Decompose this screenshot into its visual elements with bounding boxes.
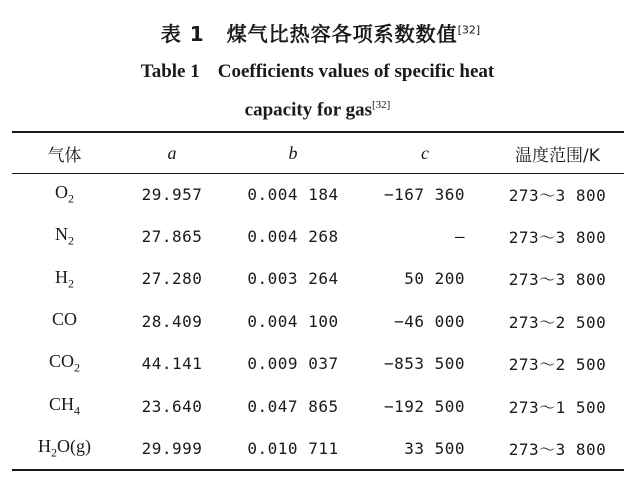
header-c: c bbox=[421, 142, 429, 163]
gas-cell bbox=[12, 215, 117, 257]
temperature-range-value: 273～2 500 bbox=[508, 355, 607, 375]
gas-cell bbox=[12, 427, 117, 469]
gas-cell bbox=[12, 173, 117, 215]
header-a: a bbox=[167, 142, 177, 163]
c-value: 33 500 bbox=[404, 439, 465, 459]
coefficients-table bbox=[12, 133, 624, 470]
a-value: 23.640 bbox=[141, 396, 203, 416]
header-temperature-range: 温度范围/K bbox=[515, 145, 600, 166]
a-value: 27.280 bbox=[141, 269, 203, 289]
c-value: 50 200 bbox=[404, 269, 465, 289]
reference-en: [32] bbox=[372, 99, 391, 111]
table-row bbox=[12, 258, 624, 300]
gas-cell bbox=[12, 258, 117, 300]
caption-title-cn: 煤气比热容各项系数数值 bbox=[226, 22, 458, 46]
english-caption-line-1 bbox=[0, 61, 635, 83]
temperature-range-value: 273～3 800 bbox=[508, 185, 607, 205]
a-value: 44.141 bbox=[141, 354, 203, 374]
gas-cell bbox=[12, 343, 117, 385]
temperature-range-value: 273～2 500 bbox=[508, 312, 607, 332]
table-row bbox=[12, 343, 624, 385]
c-value: −167 360 bbox=[383, 184, 465, 204]
a-value: 27.865 bbox=[141, 227, 203, 247]
temperature-range-value: 273～1 500 bbox=[508, 397, 607, 417]
table-number-cn: 表 1 bbox=[160, 22, 205, 46]
b-value: 0.003 264 bbox=[247, 269, 339, 289]
gas-subscript: 4 bbox=[74, 403, 80, 418]
temperature-range-value: 273～3 800 bbox=[508, 228, 607, 248]
table-row bbox=[12, 300, 624, 342]
table-row bbox=[12, 427, 624, 469]
chinese-caption bbox=[0, 18, 635, 47]
temperature-range-value: 273～3 800 bbox=[508, 270, 607, 290]
header-b: b bbox=[288, 142, 298, 163]
gas-formula: H bbox=[38, 436, 51, 457]
table-row bbox=[12, 215, 624, 257]
a-value: 29.957 bbox=[141, 184, 203, 204]
temperature-range-value: 273～3 800 bbox=[508, 440, 607, 460]
caption-title-en-1: Coefficients values of specific heat bbox=[217, 61, 495, 82]
reference-cn: [32] bbox=[457, 23, 481, 37]
gas-formula: H bbox=[55, 266, 68, 287]
b-value: 0.004 268 bbox=[247, 227, 339, 247]
table-row bbox=[12, 173, 624, 215]
gas-subscript: 2 bbox=[68, 276, 74, 291]
table-header-row bbox=[12, 133, 624, 173]
caption-title-en-2: capacity for gas bbox=[244, 99, 373, 121]
gas-subscript: 2 bbox=[74, 361, 80, 376]
a-value: 29.999 bbox=[141, 439, 203, 459]
table-row bbox=[12, 385, 624, 427]
gas-suffix: O(g) bbox=[57, 436, 91, 457]
b-value: 0.009 037 bbox=[247, 354, 339, 374]
gas-subscript: 2 bbox=[68, 233, 74, 248]
gas-formula: CH bbox=[48, 393, 74, 414]
b-value: 0.010 711 bbox=[247, 439, 339, 459]
c-value: −192 500 bbox=[383, 396, 465, 416]
b-value: 0.004 100 bbox=[247, 311, 339, 331]
gas-cell bbox=[12, 300, 117, 342]
gas-formula: O bbox=[55, 181, 68, 202]
c-value: −853 500 bbox=[383, 354, 465, 374]
b-value: 0.047 865 bbox=[247, 396, 339, 416]
gas-subscript: 2 bbox=[68, 191, 74, 206]
header-gas: 气体 bbox=[47, 145, 82, 166]
b-value: 0.004 184 bbox=[247, 184, 339, 204]
c-value: −46 000 bbox=[394, 311, 465, 331]
gas-subscript: 2 bbox=[51, 445, 57, 460]
table-number-en: Table 1 bbox=[140, 61, 200, 82]
gas-cell bbox=[12, 385, 117, 427]
english-caption-line-2 bbox=[0, 99, 635, 121]
gas-formula: CO bbox=[51, 309, 77, 330]
a-value: 28.409 bbox=[141, 311, 203, 331]
gas-formula: CO bbox=[48, 351, 74, 372]
gas-formula: N bbox=[55, 224, 68, 245]
c-value: — bbox=[454, 227, 465, 247]
